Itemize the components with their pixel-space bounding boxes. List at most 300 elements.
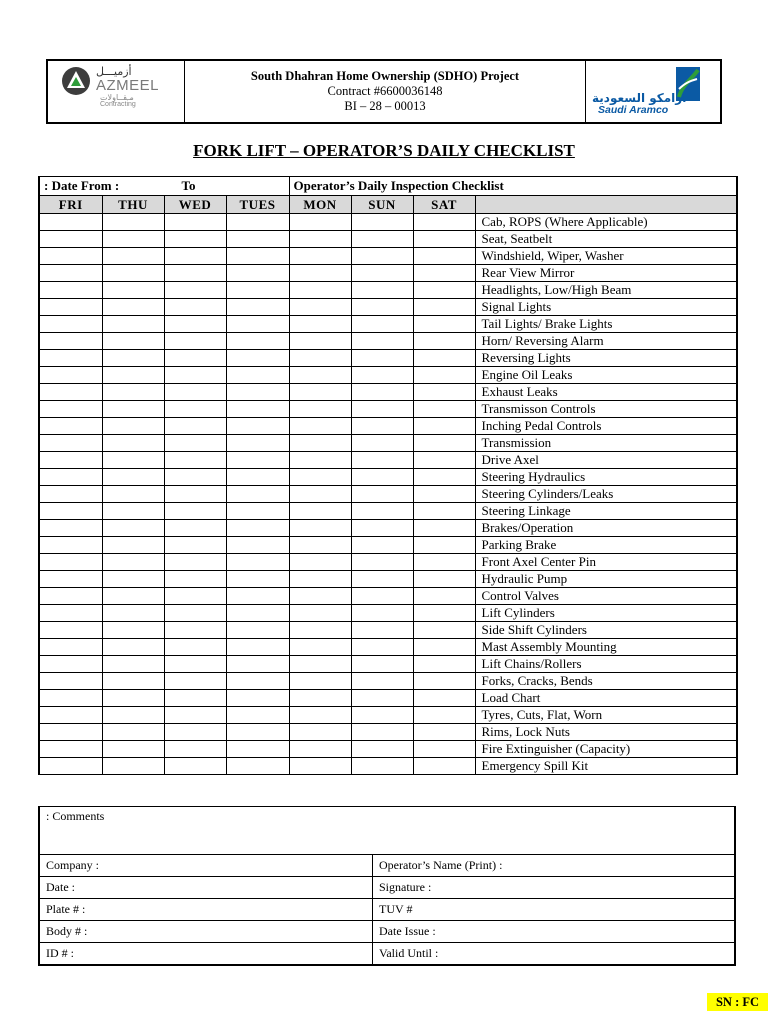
check-cell-thu[interactable] [102, 690, 164, 707]
date-range-row [39, 177, 737, 196]
check-cell-mon[interactable] [289, 282, 351, 299]
tuv-field[interactable]: TUV # [379, 902, 413, 916]
check-cell-mon[interactable] [289, 673, 351, 690]
check-cell-wed[interactable] [164, 605, 226, 622]
check-cell-tues[interactable] [226, 656, 289, 673]
check-cell-mon[interactable] [289, 469, 351, 486]
check-cell-fri[interactable] [39, 656, 102, 673]
checklist-row [39, 503, 737, 520]
check-cell-mon[interactable] [289, 401, 351, 418]
check-cell-sat[interactable] [413, 656, 475, 673]
check-cell-thu[interactable] [102, 214, 164, 231]
check-cell-fri[interactable] [39, 486, 102, 503]
check-cell-tues[interactable] [226, 537, 289, 554]
check-cell-fri[interactable] [39, 367, 102, 384]
check-cell-sat[interactable] [413, 265, 475, 282]
check-cell-sat[interactable] [413, 758, 475, 775]
check-cell-thu[interactable] [102, 554, 164, 571]
check-cell-mon[interactable] [289, 367, 351, 384]
checklist-row [39, 231, 737, 248]
check-cell-wed[interactable] [164, 520, 226, 537]
checklist-row [39, 724, 737, 741]
check-cell-mon[interactable] [289, 299, 351, 316]
check-cell-sun[interactable] [351, 299, 413, 316]
body-field[interactable]: Body # : [40, 921, 373, 942]
check-cell-mon[interactable] [289, 554, 351, 571]
azmeel-emblem-icon [60, 65, 92, 97]
check-cell-mon[interactable] [289, 231, 351, 248]
check-cell-tues[interactable] [226, 639, 289, 656]
checklist-row [39, 469, 737, 486]
check-cell-wed[interactable] [164, 639, 226, 656]
checklist-row [39, 486, 737, 503]
valid-until-field[interactable]: Valid Until : [379, 946, 439, 960]
check-cell-sat[interactable] [413, 554, 475, 571]
checklist-row [39, 384, 737, 401]
check-cell-sat[interactable] [413, 316, 475, 333]
check-cell-thu[interactable] [102, 588, 164, 605]
check-cell-wed[interactable] [164, 690, 226, 707]
check-cell-sun[interactable] [351, 367, 413, 384]
check-cell-mon[interactable] [289, 418, 351, 435]
check-cell-sat[interactable] [413, 435, 475, 452]
check-cell-tues[interactable] [226, 571, 289, 588]
day-header-fri: FRI [39, 196, 102, 214]
check-cell-tues[interactable] [226, 299, 289, 316]
check-cell-tues[interactable] [226, 282, 289, 299]
check-cell-fri[interactable] [39, 537, 102, 554]
check-cell-sun[interactable] [351, 554, 413, 571]
document-title: FORK LIFT – OPERATOR’S DAILY CHECKLIST [193, 141, 575, 160]
check-cell-sat[interactable] [413, 707, 475, 724]
check-cell-sun[interactable] [351, 571, 413, 588]
check-cell-fri[interactable] [39, 299, 102, 316]
checklist-item-label: Engine Oil Leaks [475, 367, 737, 384]
check-cell-wed[interactable] [164, 554, 226, 571]
check-cell-sat[interactable] [413, 231, 475, 248]
check-cell-sat[interactable] [413, 571, 475, 588]
check-cell-tues[interactable] [226, 690, 289, 707]
check-cell-thu[interactable] [102, 367, 164, 384]
check-cell-wed[interactable] [164, 435, 226, 452]
check-cell-sun[interactable] [351, 350, 413, 367]
check-cell-sat[interactable] [413, 282, 475, 299]
check-cell-thu[interactable] [102, 316, 164, 333]
checklist-item-label: Drive Axel [475, 452, 737, 469]
checklist-row [39, 367, 737, 384]
check-cell-tues[interactable] [226, 231, 289, 248]
footer-row [40, 877, 734, 899]
id-field[interactable]: ID # : [40, 943, 373, 964]
check-cell-sat[interactable] [413, 690, 475, 707]
check-cell-tues[interactable] [226, 673, 289, 690]
check-cell-sun[interactable] [351, 741, 413, 758]
check-cell-tues[interactable] [226, 622, 289, 639]
check-cell-wed[interactable] [164, 367, 226, 384]
check-cell-thu[interactable] [102, 537, 164, 554]
check-cell-fri[interactable] [39, 231, 102, 248]
check-cell-thu[interactable] [102, 605, 164, 622]
check-cell-sun[interactable] [351, 401, 413, 418]
check-cell-thu[interactable] [102, 282, 164, 299]
sn-badge: SN : FC [707, 993, 768, 1011]
check-cell-sat[interactable] [413, 299, 475, 316]
check-cell-thu[interactable] [102, 486, 164, 503]
check-cell-mon[interactable] [289, 384, 351, 401]
check-cell-sun[interactable] [351, 724, 413, 741]
check-cell-thu[interactable] [102, 333, 164, 350]
check-cell-fri[interactable] [39, 452, 102, 469]
checklist-item-label: Seat, Seatbelt [475, 231, 737, 248]
check-cell-thu[interactable] [102, 741, 164, 758]
check-cell-thu[interactable] [102, 401, 164, 418]
check-cell-sun[interactable] [351, 690, 413, 707]
check-cell-sat[interactable] [413, 248, 475, 265]
check-cell-tues[interactable] [226, 435, 289, 452]
check-cell-sat[interactable] [413, 486, 475, 503]
check-cell-thu[interactable] [102, 571, 164, 588]
checklist-item-label: Reversing Lights [475, 350, 737, 367]
check-cell-fri[interactable] [39, 741, 102, 758]
days-header-row [39, 196, 737, 214]
check-cell-tues[interactable] [226, 316, 289, 333]
checklist-row [39, 571, 737, 588]
check-cell-sun[interactable] [351, 418, 413, 435]
check-cell-wed[interactable] [164, 673, 226, 690]
check-cell-thu[interactable] [102, 622, 164, 639]
checklist-item-label: Control Valves [475, 588, 737, 605]
check-cell-fri[interactable] [39, 384, 102, 401]
checklist-item-label: Steering Cylinders/Leaks [475, 486, 737, 503]
check-cell-sun[interactable] [351, 333, 413, 350]
check-cell-wed[interactable] [164, 316, 226, 333]
date-field[interactable]: Date : [40, 877, 373, 898]
check-cell-mon[interactable] [289, 758, 351, 775]
check-cell-fri[interactable] [39, 248, 102, 265]
check-cell-fri[interactable] [39, 605, 102, 622]
check-cell-fri[interactable] [39, 639, 102, 656]
check-cell-thu[interactable] [102, 503, 164, 520]
check-cell-mon[interactable] [289, 486, 351, 503]
check-cell-thu[interactable] [102, 435, 164, 452]
check-cell-thu[interactable] [102, 758, 164, 775]
checklist-item-label: Fire Extinguisher (Capacity) [475, 741, 737, 758]
check-cell-thu[interactable] [102, 265, 164, 282]
check-cell-fri[interactable] [39, 690, 102, 707]
check-cell-tues[interactable] [226, 486, 289, 503]
check-cell-thu[interactable] [102, 452, 164, 469]
check-cell-sat[interactable] [413, 520, 475, 537]
checklist-item-label: Steering Hydraulics [475, 469, 737, 486]
check-cell-tues[interactable] [226, 520, 289, 537]
check-cell-sat[interactable] [413, 452, 475, 469]
check-cell-tues[interactable] [226, 350, 289, 367]
check-cell-wed[interactable] [164, 707, 226, 724]
check-cell-thu[interactable] [102, 350, 164, 367]
check-cell-fri[interactable] [39, 418, 102, 435]
azmeel-brand-name: AZMEEL [96, 77, 160, 94]
check-cell-sat[interactable] [413, 537, 475, 554]
check-cell-mon[interactable] [289, 214, 351, 231]
check-cell-wed[interactable] [164, 214, 226, 231]
check-cell-thu[interactable] [102, 299, 164, 316]
check-cell-sat[interactable] [413, 214, 475, 231]
check-cell-mon[interactable] [289, 588, 351, 605]
check-cell-fri[interactable] [39, 265, 102, 282]
check-cell-mon[interactable] [289, 333, 351, 350]
check-cell-sat[interactable] [413, 503, 475, 520]
check-cell-sun[interactable] [351, 214, 413, 231]
check-cell-sat[interactable] [413, 401, 475, 418]
check-cell-mon[interactable] [289, 452, 351, 469]
check-cell-sun[interactable] [351, 452, 413, 469]
check-cell-wed[interactable] [164, 588, 226, 605]
check-cell-thu[interactable] [102, 639, 164, 656]
check-cell-fri[interactable] [39, 724, 102, 741]
checklist-row [39, 401, 737, 418]
check-cell-sun[interactable] [351, 316, 413, 333]
check-cell-tues[interactable] [226, 452, 289, 469]
check-cell-wed[interactable] [164, 741, 226, 758]
check-cell-thu[interactable] [102, 418, 164, 435]
day-header-thu: THU [102, 196, 164, 214]
check-cell-wed[interactable] [164, 299, 226, 316]
check-cell-wed[interactable] [164, 282, 226, 299]
check-cell-mon[interactable] [289, 622, 351, 639]
checklist-item-label: Mast Assembly Mounting [475, 639, 737, 656]
checklist-item-label: Hydraulic Pump [475, 571, 737, 588]
check-cell-wed[interactable] [164, 333, 226, 350]
check-cell-tues[interactable] [226, 758, 289, 775]
check-cell-fri[interactable] [39, 503, 102, 520]
check-cell-tues[interactable] [226, 214, 289, 231]
azmeel-logo [48, 61, 185, 122]
check-cell-sun[interactable] [351, 622, 413, 639]
check-cell-wed[interactable] [164, 758, 226, 775]
check-cell-mon[interactable] [289, 605, 351, 622]
check-cell-thu[interactable] [102, 673, 164, 690]
checklist-row [39, 707, 737, 724]
check-cell-fri[interactable] [39, 469, 102, 486]
check-cell-tues[interactable] [226, 707, 289, 724]
check-cell-tues[interactable] [226, 384, 289, 401]
company-field[interactable]: Company : [40, 855, 373, 876]
check-cell-fri[interactable] [39, 214, 102, 231]
check-cell-wed[interactable] [164, 265, 226, 282]
operator-name-field[interactable]: Operator’s Name (Print) : [379, 858, 503, 872]
check-cell-sun[interactable] [351, 605, 413, 622]
check-cell-sun[interactable] [351, 656, 413, 673]
check-cell-mon[interactable] [289, 537, 351, 554]
check-cell-fri[interactable] [39, 588, 102, 605]
check-cell-sun[interactable] [351, 588, 413, 605]
check-cell-sat[interactable] [413, 367, 475, 384]
check-cell-fri[interactable] [39, 673, 102, 690]
check-cell-thu[interactable] [102, 707, 164, 724]
check-cell-fri[interactable] [39, 758, 102, 775]
check-cell-sun[interactable] [351, 248, 413, 265]
check-cell-sun[interactable] [351, 503, 413, 520]
checklist-row [39, 656, 737, 673]
check-cell-thu[interactable] [102, 656, 164, 673]
check-cell-wed[interactable] [164, 401, 226, 418]
check-cell-mon[interactable] [289, 435, 351, 452]
check-cell-thu[interactable] [102, 724, 164, 741]
checklist-row [39, 333, 737, 350]
check-cell-tues[interactable] [226, 418, 289, 435]
check-cell-mon[interactable] [289, 571, 351, 588]
check-cell-sat[interactable] [413, 418, 475, 435]
check-cell-wed[interactable] [164, 231, 226, 248]
check-cell-fri[interactable] [39, 401, 102, 418]
check-cell-fri[interactable] [39, 350, 102, 367]
document-ref: BI – 28 – 00013 [344, 99, 426, 113]
check-cell-wed[interactable] [164, 622, 226, 639]
check-cell-sat[interactable] [413, 741, 475, 758]
check-cell-sat[interactable] [413, 588, 475, 605]
check-cell-wed[interactable] [164, 469, 226, 486]
check-cell-fri[interactable] [39, 282, 102, 299]
checklist-row [39, 299, 737, 316]
check-cell-mon[interactable] [289, 656, 351, 673]
check-cell-wed[interactable] [164, 503, 226, 520]
check-cell-wed[interactable] [164, 418, 226, 435]
checklist-item-label: Transmisson Controls [475, 401, 737, 418]
check-cell-thu[interactable] [102, 384, 164, 401]
check-cell-mon[interactable] [289, 316, 351, 333]
day-header-tues: TUES [226, 196, 289, 214]
signature-field[interactable]: Signature : [379, 880, 432, 894]
check-cell-tues[interactable] [226, 401, 289, 418]
check-cell-sun[interactable] [351, 265, 413, 282]
check-cell-fri[interactable] [39, 622, 102, 639]
project-name: South Dhahran Home Ownership (SDHO) Project [250, 69, 520, 83]
checklist-row [39, 520, 737, 537]
check-cell-sat[interactable] [413, 605, 475, 622]
check-cell-fri[interactable] [39, 554, 102, 571]
check-cell-mon[interactable] [289, 707, 351, 724]
check-cell-sun[interactable] [351, 282, 413, 299]
day-header-wed: WED [164, 196, 226, 214]
comments-box[interactable] [40, 807, 734, 855]
check-cell-mon[interactable] [289, 265, 351, 282]
check-cell-tues[interactable] [226, 469, 289, 486]
check-cell-tues[interactable] [226, 554, 289, 571]
azmeel-english-sub: Contracting [100, 101, 136, 108]
check-cell-mon[interactable] [289, 350, 351, 367]
check-cell-tues[interactable] [226, 741, 289, 758]
check-cell-wed[interactable] [164, 486, 226, 503]
check-cell-sat[interactable] [413, 469, 475, 486]
check-cell-wed[interactable] [164, 537, 226, 554]
check-cell-wed[interactable] [164, 656, 226, 673]
check-cell-tues[interactable] [226, 265, 289, 282]
check-cell-thu[interactable] [102, 469, 164, 486]
check-cell-fri[interactable] [39, 520, 102, 537]
check-cell-wed[interactable] [164, 248, 226, 265]
check-cell-sat[interactable] [413, 639, 475, 656]
check-cell-tues[interactable] [226, 724, 289, 741]
checklist-row [39, 690, 737, 707]
check-cell-mon[interactable] [289, 520, 351, 537]
check-cell-fri[interactable] [39, 571, 102, 588]
check-cell-sat[interactable] [413, 333, 475, 350]
check-cell-tues[interactable] [226, 588, 289, 605]
check-cell-sun[interactable] [351, 758, 413, 775]
check-cell-tues[interactable] [226, 503, 289, 520]
date-range-cell[interactable] [39, 177, 289, 196]
check-cell-sun[interactable] [351, 520, 413, 537]
check-cell-fri[interactable] [39, 435, 102, 452]
check-cell-wed[interactable] [164, 452, 226, 469]
checklist-row [39, 282, 737, 299]
check-cell-thu[interactable] [102, 231, 164, 248]
check-cell-tues[interactable] [226, 367, 289, 384]
date-issue-field[interactable]: Date Issue : [379, 924, 436, 938]
check-cell-mon[interactable] [289, 248, 351, 265]
check-cell-sun[interactable] [351, 707, 413, 724]
check-cell-sun[interactable] [351, 673, 413, 690]
check-cell-thu[interactable] [102, 248, 164, 265]
checklist-item-label: Rear View Mirror [475, 265, 737, 282]
check-cell-sat[interactable] [413, 350, 475, 367]
check-cell-sun[interactable] [351, 486, 413, 503]
check-cell-sat[interactable] [413, 673, 475, 690]
check-cell-thu[interactable] [102, 520, 164, 537]
checklist-row [39, 758, 737, 775]
check-cell-sat[interactable] [413, 724, 475, 741]
checklist-item-label: Cab, ROPS (Where Applicable) [475, 214, 737, 231]
date-to-label: To [181, 178, 196, 193]
aramco-arabic-name: ارامكو السعودية [592, 91, 687, 105]
check-cell-wed[interactable] [164, 350, 226, 367]
footer-row [40, 899, 734, 921]
check-cell-sun[interactable] [351, 435, 413, 452]
check-cell-mon[interactable] [289, 741, 351, 758]
check-cell-wed[interactable] [164, 571, 226, 588]
day-header-sun: SUN [351, 196, 413, 214]
check-cell-mon[interactable] [289, 639, 351, 656]
check-cell-tues[interactable] [226, 248, 289, 265]
check-cell-tues[interactable] [226, 333, 289, 350]
check-cell-mon[interactable] [289, 503, 351, 520]
check-cell-sun[interactable] [351, 384, 413, 401]
check-cell-sun[interactable] [351, 537, 413, 554]
checklist-item-label: Forks, Cracks, Bends [475, 673, 737, 690]
checklist-row [39, 588, 737, 605]
check-cell-sat[interactable] [413, 384, 475, 401]
azmeel-arabic-name: أزميـــل [96, 65, 132, 78]
check-cell-wed[interactable] [164, 384, 226, 401]
check-cell-mon[interactable] [289, 724, 351, 741]
checklist-row [39, 435, 737, 452]
check-cell-wed[interactable] [164, 724, 226, 741]
contract-number: Contract #6600036148 [327, 84, 443, 98]
check-cell-mon[interactable] [289, 690, 351, 707]
footer-section [38, 806, 736, 966]
check-cell-tues[interactable] [226, 605, 289, 622]
check-cell-sat[interactable] [413, 622, 475, 639]
check-cell-sun[interactable] [351, 231, 413, 248]
check-cell-fri[interactable] [39, 333, 102, 350]
check-cell-fri[interactable] [39, 316, 102, 333]
check-cell-sun[interactable] [351, 639, 413, 656]
check-cell-sun[interactable] [351, 469, 413, 486]
plate-field[interactable]: Plate # : [40, 899, 373, 920]
checklist-item-label: Load Chart [475, 690, 737, 707]
check-cell-fri[interactable] [39, 707, 102, 724]
date-from-label: : Date From : [44, 178, 120, 193]
